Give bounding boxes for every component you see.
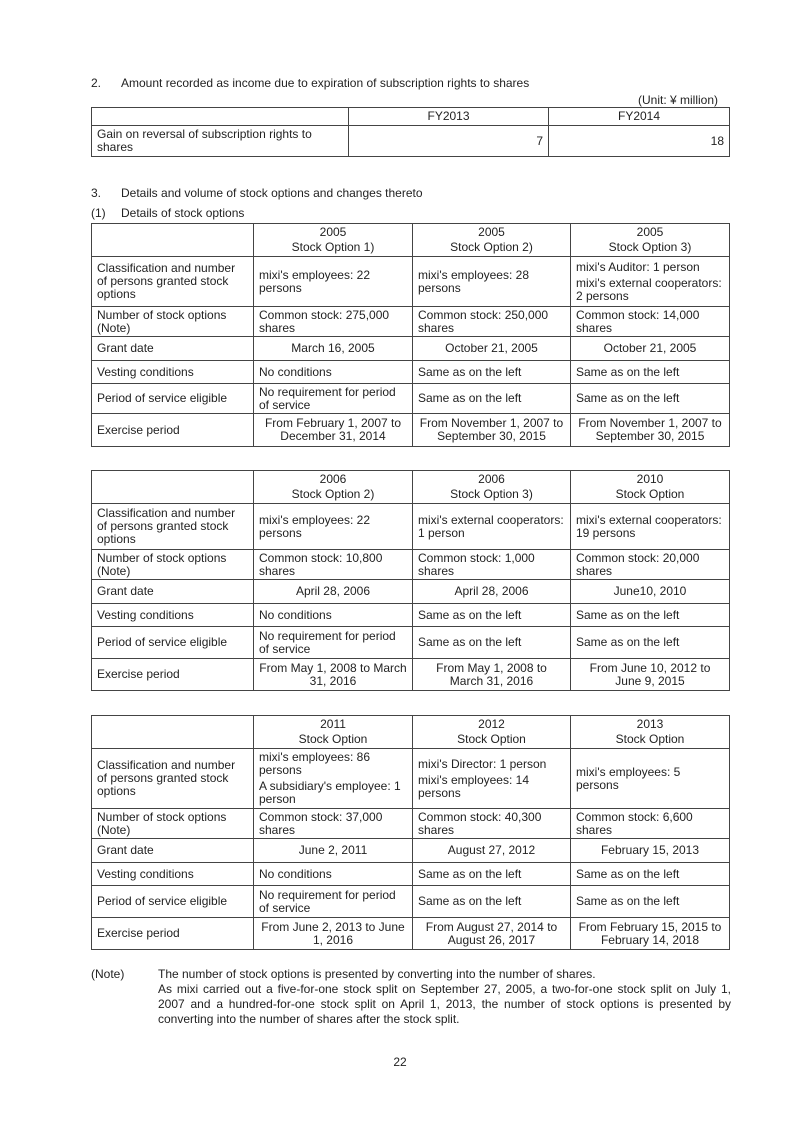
value-fy2013: 7 [349,126,549,157]
table-cell [571,863,730,886]
column-header-line: Stock Option 1) [291,240,375,254]
row-label: Period of service eligible [92,627,254,659]
row-label: Grant date [92,839,254,863]
column-header-line: Stock Option [457,732,526,746]
cell-text: mixi's employees: 86 persons [259,750,370,777]
cell-text: mixi's Director: 1 person [418,756,547,771]
row-label: Gain on reversal of subscription rights to shares [92,126,349,157]
table-cell [571,749,730,809]
table-row [92,580,730,604]
table-cell [571,604,730,627]
table-cell [571,257,730,307]
row-label: Number of stock options (Note) [92,307,254,337]
table-cell [571,886,730,918]
cell-text: From May 1, 2008 to March 31, 2016 [436,660,547,688]
section-3-heading [91,186,423,200]
column-header-line: Stock Option [298,732,368,746]
row-label: Number of stock options (Note) [92,550,254,580]
table-row [92,604,730,627]
column-header [413,224,571,257]
unit-label: (Unit: ¥ million) [637,93,718,107]
cell-text: April 28, 2006 [295,584,371,598]
cell-text: Common stock: 20,000 shares [576,550,700,578]
table-cell [413,839,571,863]
row-label: Number of stock options (Note) [92,809,254,839]
cell-text: Same as on the left [576,866,680,881]
cell-text: From May 1, 2008 to March 31, 2016 [259,660,407,688]
cell-text: April 28, 2006 [454,584,529,598]
cell-text: Same as on the left [418,866,522,881]
table-row [92,863,730,886]
table-cell [413,414,571,447]
cell-text: Common stock: 275,000 shares [259,307,390,335]
cell-text: mixi's Auditor: 1 person [576,259,700,274]
cell-text: Same as on the left [418,364,522,379]
cell-text: Same as on the left [418,635,522,649]
row-label: Vesting conditions [92,604,254,627]
table-cell [571,550,730,580]
table-cell [571,627,730,659]
row-label: Exercise period [92,659,254,691]
cell-text: August 27, 2012 [447,843,536,857]
table-cell [413,749,571,809]
cell-text: From August 27, 2014 to August 26, 2017 [425,919,558,947]
row-label: Grant date [92,580,254,604]
table-row [92,550,730,580]
column-header [254,224,413,257]
subsection-title: Details of stock options [121,206,245,220]
cell-text: mixi's employees: 22 persons [259,267,370,295]
table-cell [254,627,413,659]
cell-text: A subsidiary's employee: 1 person [259,779,401,806]
subsection-heading [91,206,244,220]
section-number: 3. [91,186,102,200]
table-cell [254,580,413,604]
table-cell [571,580,730,604]
cell-text: Same as on the left [418,607,522,622]
column-header-line: 2012 [478,717,505,731]
cell-text: From June 2, 2013 to June 1, 2016 [261,919,405,947]
table-row [92,307,730,337]
column-header [571,224,730,257]
table-cell [254,384,413,414]
table-cell [413,627,571,659]
section-title: Amount recorded as income due to expiration of subscription rights to shares [121,76,530,90]
page-number: 22 [393,1055,407,1069]
cell-text: Same as on the left [418,894,522,908]
section-number: 2. [91,76,102,90]
table-cell [571,504,730,550]
column-header-line: 2006 [319,472,347,486]
cell-text: No conditions [259,364,332,379]
cell-text: Common stock: 14,000 shares [576,307,700,335]
table-row [92,918,730,950]
table-cell [413,580,571,604]
column-header [413,716,571,749]
table-cell [254,659,413,691]
table-cell [254,337,413,361]
cell-text: No requirement for period of service [259,887,396,915]
table-cell [571,839,730,863]
table-cell [571,361,730,384]
cell-text: mixi's employees: 28 persons [418,267,529,295]
table-cell [413,307,571,337]
table-cell [571,307,730,337]
row-label: Vesting conditions [92,863,254,886]
column-header [254,471,413,504]
stock-options-table [91,470,730,691]
note-label: (Note) [91,967,125,981]
column-header [413,471,571,504]
column-header-line: 2011 [320,717,346,731]
table-cell [571,384,730,414]
table-cell [413,337,571,361]
cell-text: Common stock: 250,000 shares [418,307,549,335]
cell-text: From November 1, 2007 to September 30, 2015 [419,416,564,443]
table-row [92,337,730,361]
table-cell [413,604,571,627]
row-label: Classification and number of persons granted stock options [92,504,254,550]
column-header-line: 2005 [319,225,347,239]
cell-text: No conditions [259,866,332,881]
note [91,967,731,1027]
table-cell [413,257,571,307]
table-cell [571,809,730,839]
gain-table [91,107,730,157]
table-cell [254,886,413,918]
table-cell [571,337,730,361]
cell-text: Same as on the left [576,635,680,649]
cell-text: No requirement for period of service [259,384,396,412]
cell-text: October 21, 2005 [445,341,538,355]
row-label: Exercise period [92,414,254,447]
column-header-line: 2006 [478,472,505,486]
cell-text: No requirement for period of service [259,628,396,656]
table-cell [413,361,571,384]
section-2-heading [91,76,529,90]
table-cell [254,604,413,627]
row-label: Grant date [92,337,254,361]
cell-text: Same as on the left [576,607,680,622]
cell-text: Common stock: 6,600 shares [576,809,693,837]
table-cell [571,659,730,691]
cell-text: June 2, 2011 [298,843,368,857]
cell-text: Same as on the left [576,391,680,405]
table-row [92,809,730,839]
table-row [92,659,730,691]
table-cell [254,257,413,307]
table-cell [571,414,730,447]
column-header-line: 2005 [478,225,505,239]
section-title: Details and volume of stock options and changes thereto [121,186,423,200]
cell-text: From June 10, 2012 to June 9, 2015 [589,660,711,688]
stock-options-table [91,223,730,447]
cell-text: February 15, 2013 [600,843,700,857]
column-header [571,471,730,504]
column-header [571,716,730,749]
table-cell [254,504,413,550]
table-row [92,361,730,384]
header-fy2013: FY2013 [349,108,549,126]
subsection-number: (1) [91,206,106,220]
cell-text: From February 15, 2015 to February 14, 2018 [578,919,722,947]
cell-text: March 16, 2005 [291,341,375,355]
cell-text: mixi's employees: 5 persons [576,764,681,792]
column-header-line: Stock Option [615,487,685,501]
table-cell [254,918,413,950]
cell-text: October 21, 2005 [603,341,697,355]
row-label: Classification and number of persons granted stock options [92,257,254,307]
header-blank [92,471,254,504]
header-blank [92,716,254,749]
cell-text: Same as on the left [576,894,680,908]
table-cell [254,809,413,839]
value-fy2014: 18 [549,126,730,157]
header-blank [92,224,254,257]
row-label: Period of service eligible [92,886,254,918]
row-label: Period of service eligible [92,384,254,414]
table-cell [413,384,571,414]
column-header-line: 2010 [636,472,664,486]
column-header-line: Stock Option [615,732,685,746]
table-cell [413,504,571,550]
row-label: Vesting conditions [92,361,254,384]
table-cell [254,414,413,447]
table-cell [413,918,571,950]
column-header-line: Stock Option 3) [450,487,533,501]
table-cell [254,307,413,337]
table-cell [254,839,413,863]
cell-text: mixi's employees: 14 persons [418,772,529,800]
column-header-line: Stock Option 2) [450,240,533,254]
cell-text: Common stock: 1,000 shares [418,550,535,578]
cell-text: Same as on the left [418,391,522,405]
table-row [92,414,730,447]
table-row [92,504,730,550]
table-row [92,384,730,414]
note-line-1: The number of stock options is presented by converting into the number of shares. [158,967,596,981]
column-header-line: Stock Option 3) [608,240,692,254]
column-header [254,716,413,749]
cell-text: Common stock: 40,300 shares [418,809,542,837]
cell-text: mixi's employees: 22 persons [259,512,370,540]
column-header-line: Stock Option 2) [291,487,375,501]
cell-text: mixi's external cooperators: 1 person [418,512,564,540]
table-cell [413,550,571,580]
row-label: Classification and number of persons granted stock options [92,749,254,809]
table-row [92,627,730,659]
cell-text: From November 1, 2007 to September 30, 2015 [578,416,722,443]
cell-text: From February 1, 2007 to December 31, 2014 [264,416,402,443]
table-cell [254,361,413,384]
table-cell [413,863,571,886]
cell-text: June10, 2010 [613,584,687,598]
cell-text: No conditions [259,607,332,622]
table-cell [413,886,571,918]
table-row [92,886,730,918]
stock-options-table [91,715,730,950]
table-cell [254,863,413,886]
note-line-2: As mixi carried out a five-for-one stock split on September 27, 2005, a two-for-one stock split on July 1, 2007 and a hundred-for-one stock split on April 1, 2013, the number of stock options is presented by converting into the number of shares after the stock split. [158,982,731,1026]
table-cell [413,659,571,691]
table-row [92,257,730,307]
header-blank [92,108,349,126]
row-label: Exercise period [92,918,254,950]
table-cell [571,918,730,950]
cell-text: mixi's external cooperators: 19 persons [576,512,722,540]
table-cell [413,809,571,839]
table-row [92,839,730,863]
cell-text: Common stock: 10,800 shares [259,550,383,578]
header-fy2014: FY2014 [549,108,730,126]
cell-text: mixi's external cooperators: 2 persons [576,275,722,303]
column-header-line: 2013 [636,717,664,731]
cell-text: Common stock: 37,000 shares [259,809,383,837]
table-cell [254,550,413,580]
table-row [92,749,730,809]
column-header-line: 2005 [636,225,664,239]
table-cell [254,749,413,809]
cell-text: Same as on the left [576,364,680,379]
